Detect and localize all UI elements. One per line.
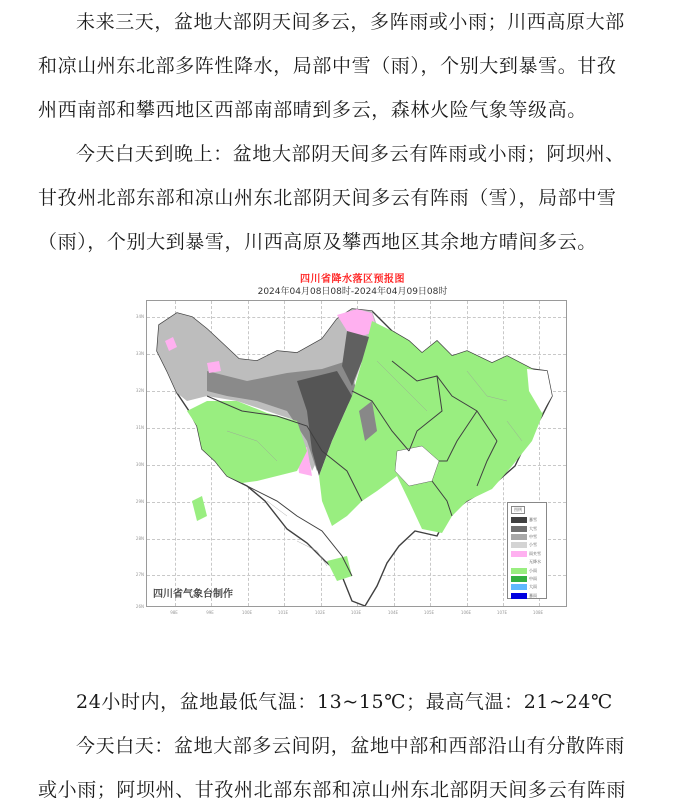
text-line: （雨），个别大到暴雪，川西高原及攀西地区其余地方晴间多云。: [38, 231, 597, 253]
text-line: 未来三天，盆地大部阴天间多云，多阵雨或小雨；川西高原大部: [76, 11, 625, 33]
legend-item-heavy-rain: 大雨: [511, 583, 543, 591]
x-tick: 99E: [206, 610, 214, 615]
temperature-paragraph: [38, 680, 650, 724]
y-tick: 27N: [135, 572, 144, 577]
x-tick: 100E: [241, 610, 253, 615]
forecast-paragraph-three-day: [38, 0, 650, 132]
y-tick: 34N: [135, 314, 144, 319]
x-tick: 103E: [350, 610, 362, 615]
y-tick: 28N: [135, 536, 144, 541]
legend-item-heavy-snowstorm: 暴雪: [511, 516, 543, 524]
map-frame: [146, 300, 567, 607]
y-tick: 29N: [135, 499, 144, 504]
text-line: 今天白天：盆地大部多云间阴，盆地中部和西部沿山有分散阵雨: [76, 735, 625, 757]
legend-item-light-snow: 小雪: [511, 541, 543, 549]
text-line: 或小雨；阿坝州、甘孜州北部东部和凉山州东北部阴天间多云有阵雨: [38, 779, 627, 801]
legend-item-sleet: 雨夹雪: [511, 550, 543, 558]
y-tick: 30N: [135, 462, 144, 467]
x-tick: 108E: [532, 610, 544, 615]
x-tick: 101E: [277, 610, 289, 615]
x-tick: 106E: [460, 610, 472, 615]
y-tick: 31N: [135, 425, 144, 430]
x-tick: 107E: [496, 610, 508, 615]
legend-item-moderate-rain: 中雨: [511, 575, 543, 583]
x-tick: 105E: [423, 610, 435, 615]
y-tick: 33N: [135, 351, 144, 356]
map-subtitle: 2024年04月08日08时-2024年04月09日08时: [257, 287, 448, 297]
text-line: 今天白天到晚上：盆地大部阴天间多云有阵雨或小雨；阿坝州、: [76, 143, 625, 165]
text-line: 和凉山州东北部多阵性降水，局部中雪（雨），个别大到暴雪。甘孜: [38, 55, 617, 77]
legend-item-moderate-snow: 中雪: [511, 533, 543, 541]
text-line: 甘孜州北部东部和凉山州东北部阴天间多云有阵雨（雪），局部中雪: [38, 187, 617, 209]
x-tick: 98E: [170, 610, 178, 615]
forecast-paragraph-today: [38, 132, 650, 264]
legend-item-heavy-snow: 大雪: [511, 524, 543, 532]
y-tick: 26N: [135, 604, 144, 609]
y-tick: 32N: [135, 388, 144, 393]
sichuan-province-map: [147, 301, 567, 607]
text-line: 州西南部和攀西地区西部南部晴到多云，森林火险气象等级高。: [38, 99, 587, 121]
precipitation-forecast-map-figure: [130, 268, 575, 618]
legend-title: 图例: [511, 506, 525, 514]
x-tick: 104E: [387, 610, 399, 615]
text-line: 24小时内，盆地最低气温：13~15℃；最高气温：21~24℃: [76, 691, 613, 713]
legend-item-rainstorm: 暴雨: [511, 592, 543, 600]
forecast-paragraph-daytime: [38, 724, 650, 812]
map-legend: [507, 502, 547, 599]
map-credit: 四川省气象台制作: [153, 589, 233, 600]
legend-item-no-precipitation: 无降水: [511, 558, 543, 566]
x-tick: 102E: [314, 610, 326, 615]
legend-item-light-rain: 小雨: [511, 566, 543, 574]
map-title: 四川省降水落区预报图: [300, 274, 405, 285]
